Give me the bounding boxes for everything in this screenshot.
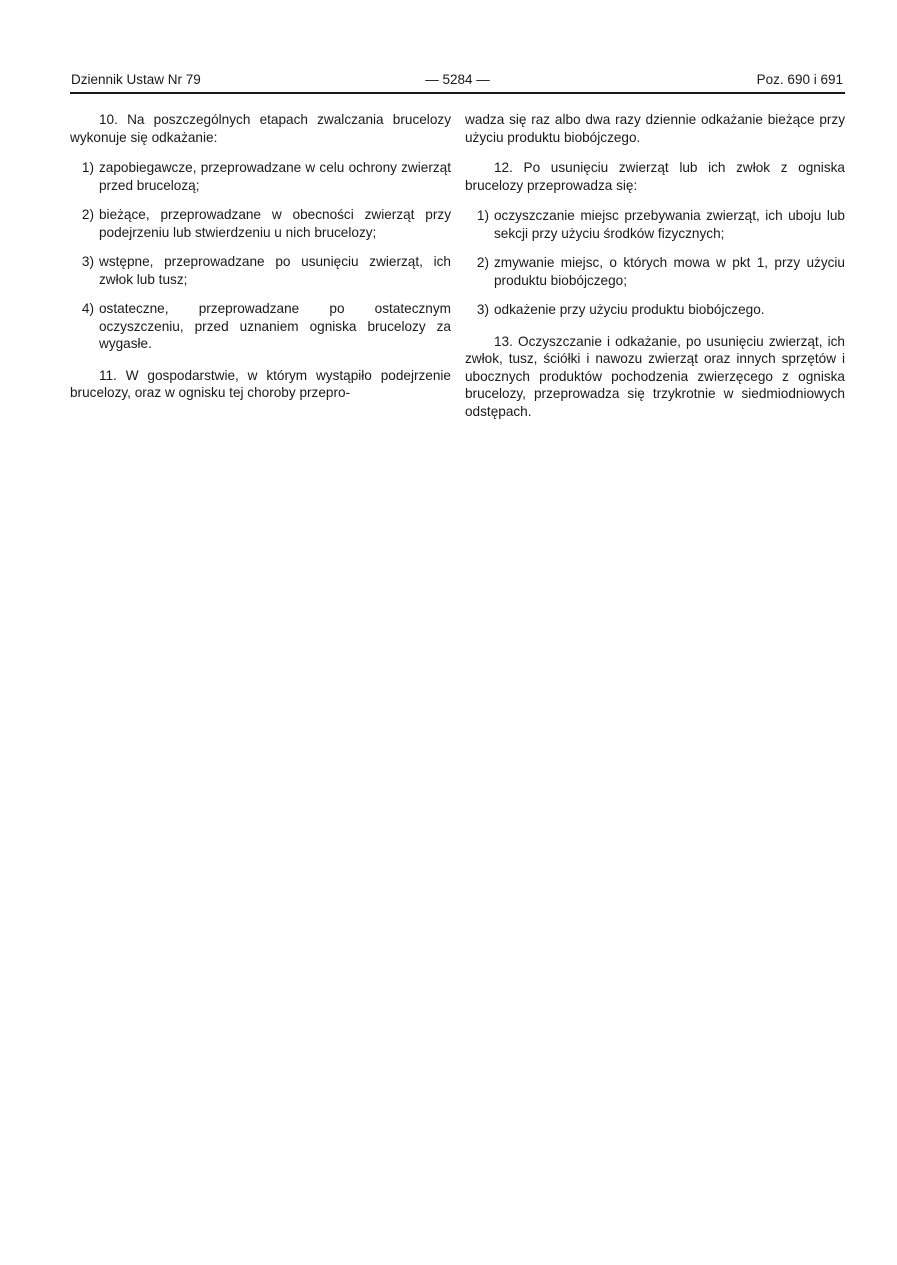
page-number: — 5284 — [425, 72, 490, 87]
list-item-text: oczyszczanie miejsc przebywania zwierząt, ich uboju lub sekcji przy użyciu środków fizycznych; [494, 208, 845, 241]
list-item-number: 2) [476, 255, 489, 270]
list-item-number: 3) [476, 302, 489, 317]
left-column [70, 111, 451, 415]
list-item [465, 254, 845, 289]
list-item [465, 301, 845, 319]
right-column [465, 111, 845, 433]
list-item-number: 3) [81, 254, 94, 269]
list-item-number: 2) [81, 207, 94, 222]
list-item-number: 4) [81, 301, 94, 316]
paragraph-13: 13. Oczyszczanie i odkażanie, po usunięciu zwierząt, ich zwłok, tusz, ściółki i nawozu zwierząt oraz innych sprzętów i ubocznych produktów pochodzenia zwierzęcego z ogniska brucelozy, przeprowadza się trzykrotnie w siedmiodniowych odstępach. [465, 333, 845, 419]
list-item-number: 1) [476, 208, 489, 223]
paragraph-10: 10. Na poszczególnych etapach zwalczania brucelozy wykonuje się odkażanie: [70, 112, 451, 145]
journal-title: Dziennik Ustaw Nr 79 [71, 72, 201, 87]
list-item-text: zmywanie miejsc, o których mowa w pkt 1, przy użyciu produktu biobójczego; [494, 255, 845, 288]
list-item-text: bieżące, przeprowadzane w obecności zwierząt przy podejrzeniu lub stwierdzeniu u nich brucelozy; [99, 207, 451, 240]
list-item-text: zapobiegawcze, przeprowadzane w celu ochrony zwierząt przed brucelozą; [99, 160, 451, 193]
list-item [70, 159, 451, 194]
list-item [70, 253, 451, 288]
paragraph-12: 12. Po usunięciu zwierząt lub ich zwłok z ogniska brucelozy przeprowadza się: [465, 160, 845, 193]
position-reference: Poz. 690 i 691 [756, 72, 843, 87]
list-item-text: ostateczne, przeprowadzane po ostatecznym oczyszczeniu, przed uznaniem ogniska brucelozy za wygasłe. [99, 301, 451, 351]
list-item-text: odkażenie przy użyciu produktu biobójczego. [494, 302, 765, 317]
list-item [70, 206, 451, 241]
list-item-number: 1) [81, 160, 94, 175]
list-item [465, 207, 845, 242]
page-header [70, 70, 845, 94]
paragraph-11-start: 11. W gospodarstwie, w którym wystąpiło podejrzenie brucelozy, oraz w ognisku tej choroby przepro- [70, 367, 451, 400]
paragraph-11-end: wadza się raz albo dwa razy dziennie odkażanie bieżące przy użyciu produktu biobójczego. [465, 112, 845, 145]
list-item [70, 300, 451, 353]
list-item-text: wstępne, przeprowadzane po usunięciu zwierząt, ich zwłok lub tusz; [99, 254, 451, 287]
